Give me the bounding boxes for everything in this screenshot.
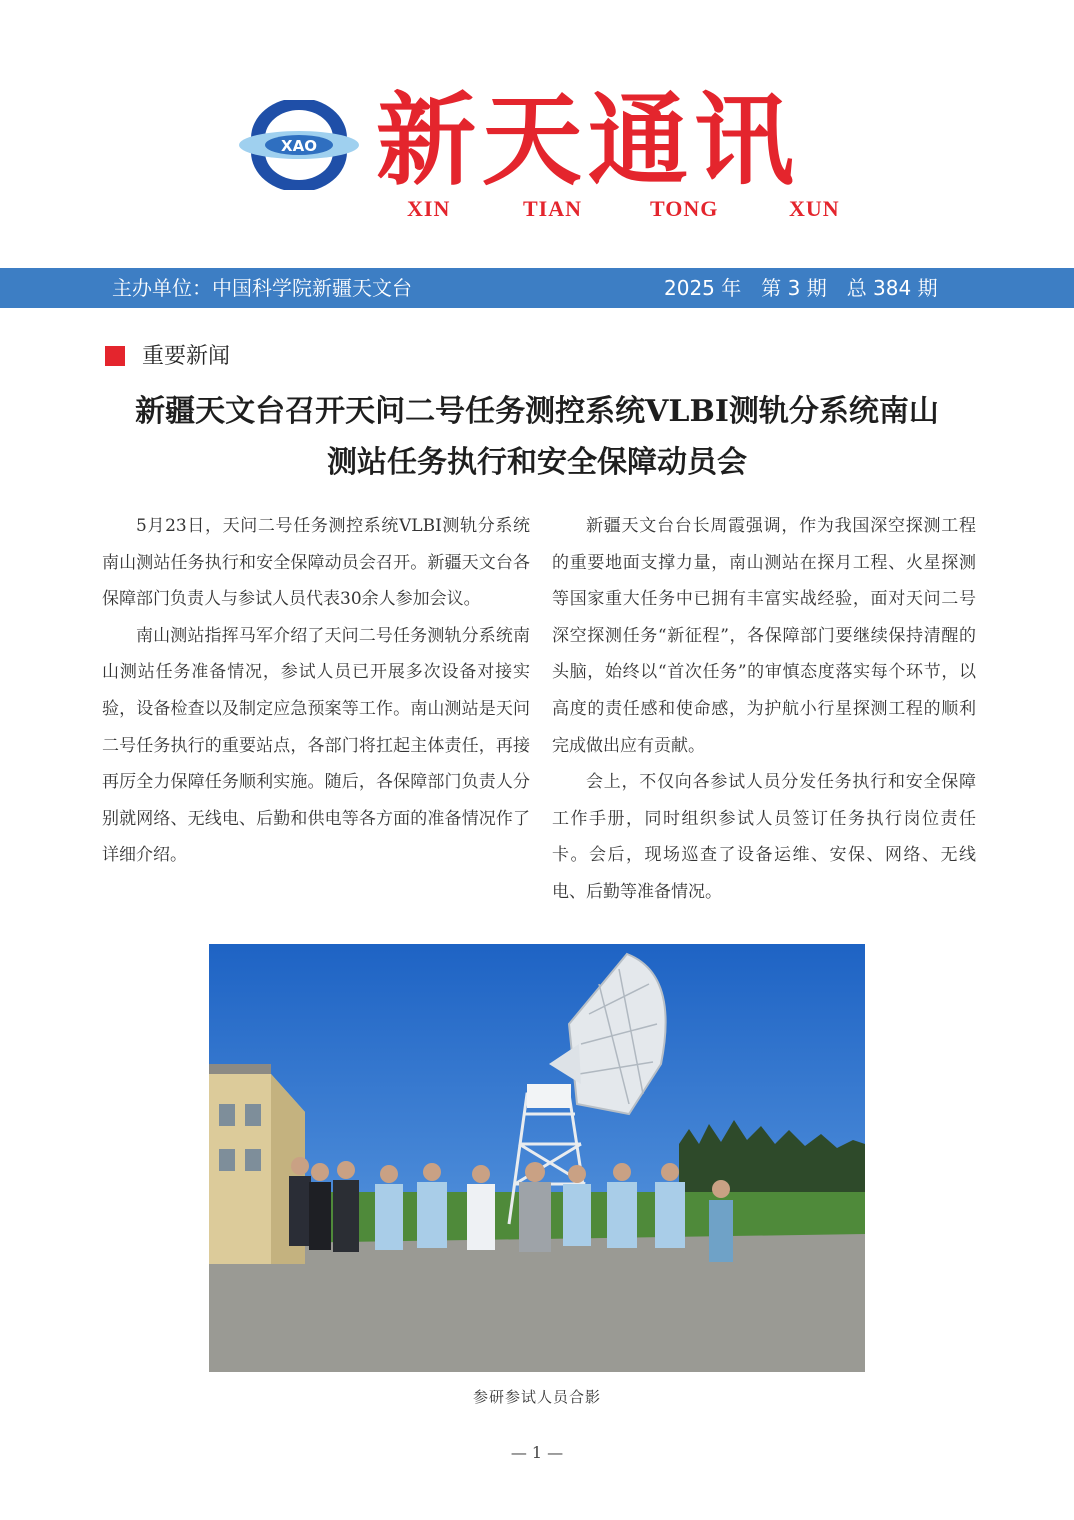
article-column-left: [102, 508, 530, 874]
paragraph: 新疆天文台台长周霞强调，作为我国深空探测工程的重要地面支撑力量，南山测站在探月工程、火星探测等国家重大任务中已拥有丰富实战经验，面对天问二号深空探测任务“新征程”，各保障部门要继续保持清醒的头脑，始终以“首次任务”的审慎态度落实每个环节，以高度的责任感和使命感，为护航小行星探测工程的顺利完成做出应有贡献。: [552, 516, 976, 756]
sponsor-text: 主办单位：中国科学院新疆天文台: [112, 276, 412, 300]
pinyin-tian: TIAN: [523, 196, 583, 221]
paragraph: 会上，不仅向各参试人员分发任务执行和安全保障工作手册，同时组织参试人员签订任务执行岗位责任卡。会后，现场巡查了设备运维、安保、网络、无线电、后勤等准备情况。: [552, 772, 976, 902]
xao-logo: [237, 100, 361, 190]
pinyin-xin: XIN: [407, 196, 451, 221]
pinyin-tong: TONG: [650, 196, 719, 221]
article-column-right: [552, 508, 976, 911]
section-marker: [105, 346, 125, 366]
headline-line-1: 新疆天文台召开天问二号任务测控系统VLBI测轨分系统南山: [135, 394, 939, 429]
headline-line-2: 测站任务执行和安全保障动员会: [327, 445, 747, 480]
pinyin-xun: XUN: [789, 196, 840, 221]
paragraph: 南山测站指挥马军介绍了天问二号任务测轨分系统南山测站任务准备情况，参试人员已开展多次设备对接实验，设备检查以及制定应急预案等工作。南山测站是天问二号任务执行的重要站点，各部门将扛起主体责任，再接再厉全力保障任务顺利实施。随后，各保障部门负责人分别就网络、无线电、后勤和供电等各方面的准备情况作了详细介绍。: [102, 625, 530, 866]
newsletter-title: 新天通讯: [376, 81, 800, 199]
article-headline: [80, 386, 994, 488]
page-number: — 1 —: [510, 1443, 564, 1462]
paragraph: 5月23日，天问二号任务测控系统VLBI测轨分系统南山测站任务执行和安全保障动员会召开。新疆天文台各保障部门负责人与参试人员代表30余人参加会议。: [102, 516, 530, 610]
group-photo: [209, 944, 865, 1372]
issue-text: 2025 年 第 3 期 总 384 期: [664, 276, 938, 300]
photo-caption: 参研参试人员合影: [472, 1388, 601, 1406]
logo-text: XAO: [281, 137, 317, 155]
section-title: 重要新闻: [142, 344, 231, 369]
